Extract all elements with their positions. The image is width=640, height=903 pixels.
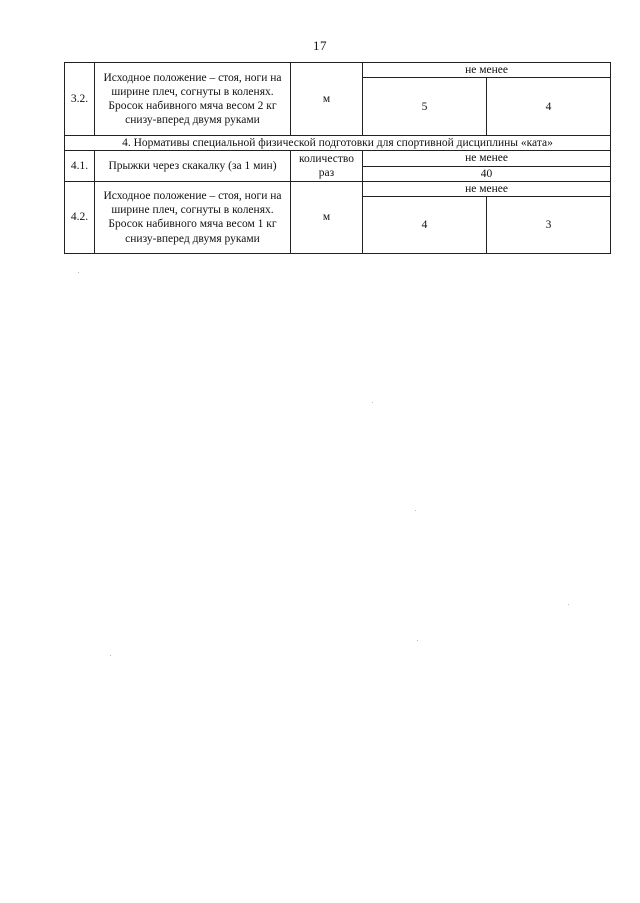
norm-value-2: 4 [487, 78, 611, 136]
unit-cell: м [291, 181, 363, 253]
norm-value-1: 5 [363, 78, 487, 136]
norm-label: не менее [363, 181, 611, 196]
norm-label: не менее [363, 151, 611, 166]
table-row-4-2 [65, 181, 611, 196]
norm-value: 40 [363, 166, 611, 181]
section-title: 4. Нормативы специальной физической подготовки для спортивной дисциплины «ката» [65, 136, 611, 151]
norm-label: не менее [363, 63, 611, 78]
unit-line-2: раз [318, 167, 335, 180]
norms-table [64, 62, 611, 254]
row-number: 4.2. [65, 181, 95, 253]
table-row-3-2 [65, 63, 611, 78]
section-heading-row [65, 136, 611, 151]
norm-value-1: 4 [363, 197, 487, 254]
row-number: 3.2. [65, 63, 95, 136]
exercise-description: Прыжки через скакалку (за 1 мин) [95, 151, 291, 181]
table-row-4-1 [65, 151, 611, 166]
unit-cell: м [291, 63, 363, 136]
exercise-description: Исходное положение – стоя, ноги на ширине плеч, согнуты в коленях. Бросок набивного мяча весом 2 кг снизу-вперед двумя руками [95, 63, 291, 136]
norm-value-2: 3 [487, 197, 611, 254]
row-number: 4.1. [65, 151, 95, 181]
unit-line-1: количество [299, 152, 354, 165]
page-number: 17 [313, 38, 327, 53]
exercise-description: Исходное положение – стоя, ноги на ширине плеч, согнуты в коленях. Бросок набивного мяча весом 1 кг снизу-вперед двумя руками [95, 181, 291, 253]
unit-cell [291, 151, 363, 181]
